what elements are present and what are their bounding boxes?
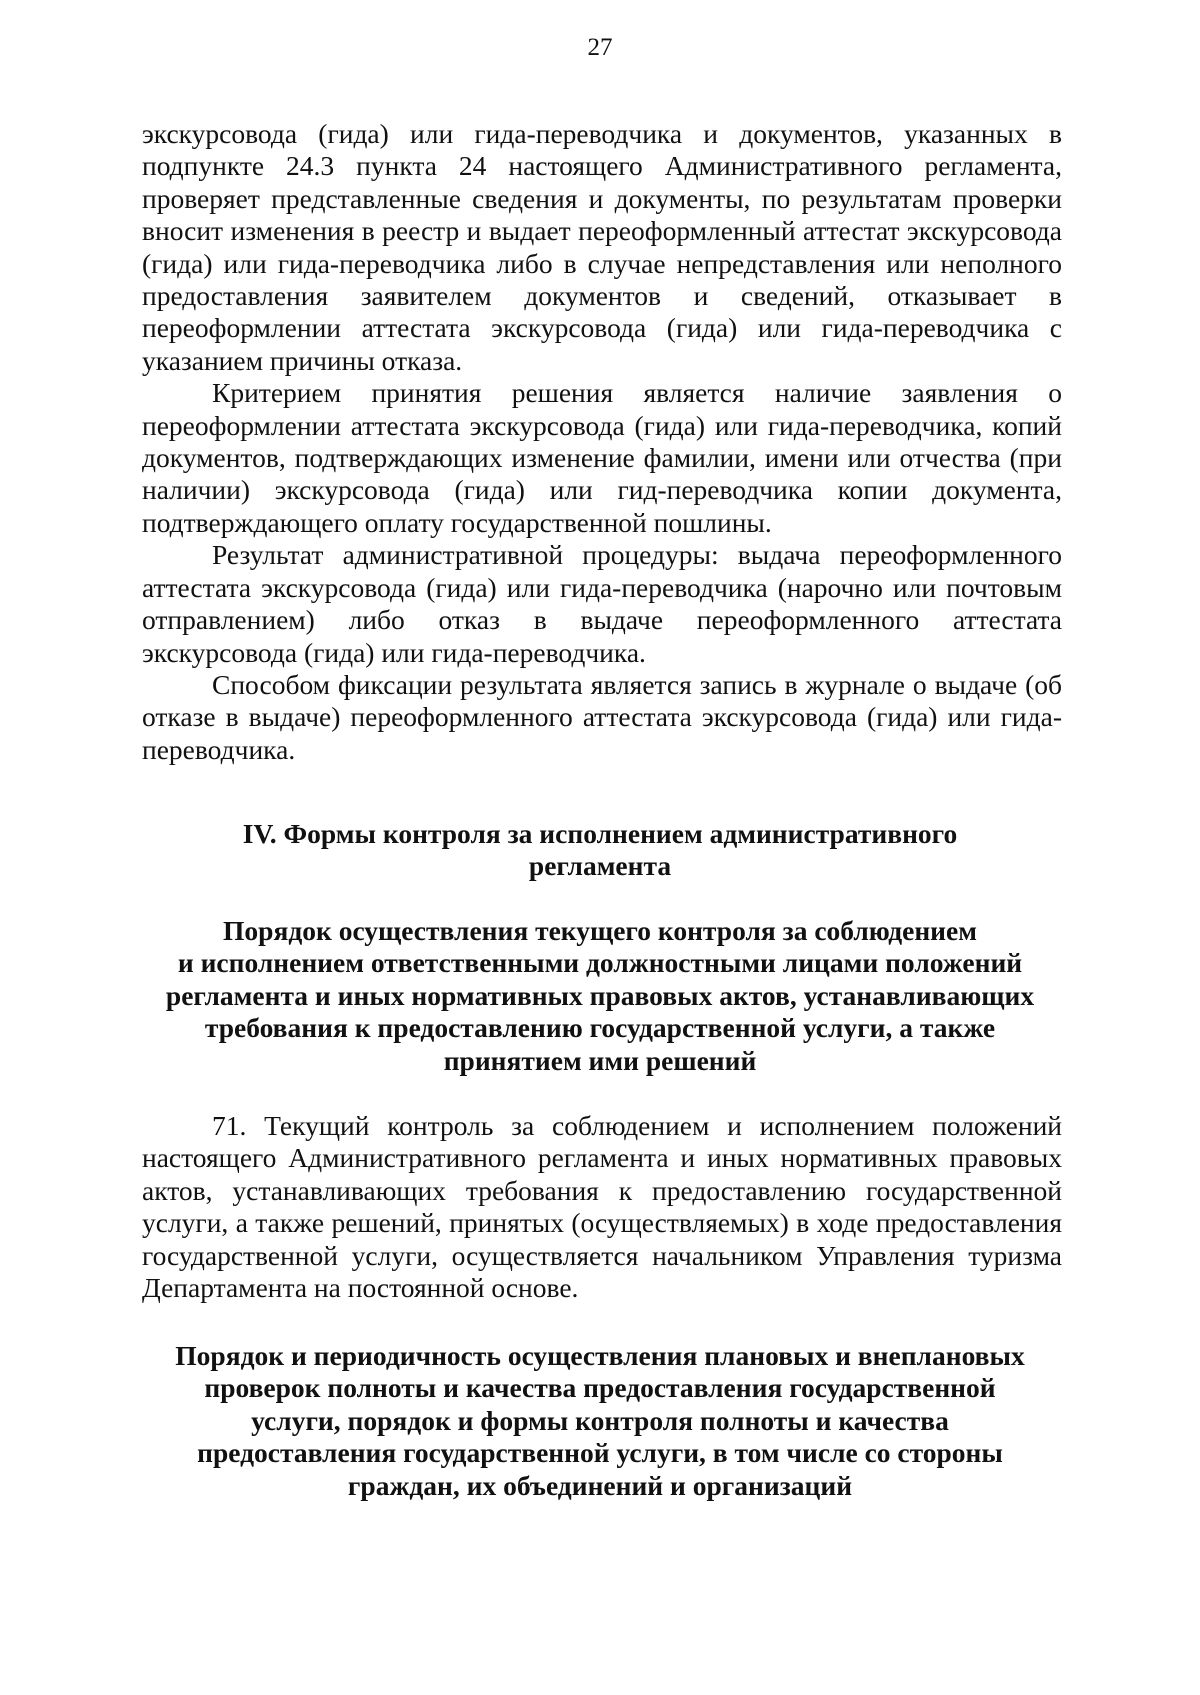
section-heading-line: IV. Формы контроля за исполнением административного	[242, 818, 958, 849]
subheading-line: принятием ими решений	[443, 1044, 757, 1076]
subheading-line: и исполнением ответственными должностными лицами положений	[177, 947, 1023, 979]
page-number: 27	[587, 34, 613, 61]
section-heading-line: регламента	[528, 850, 672, 882]
subheading-line: регламента и иных нормативных правовых актов, устанавливающих	[165, 979, 1035, 1011]
subheading-line: Порядок и периодичность осуществления плановых и внеплановых	[175, 1340, 1025, 1371]
subheading-line: предоставления государственной услуги, в том числе со стороны	[197, 1437, 1003, 1469]
paragraph-71: 71. Текущий контроль за соблюдением и исполнением положений настоящего Административного регламента и иных нормативных правовых актов, устанавливающих требования к предоставлению государственной услуги, а также решений, принятых (осуществляемых) в ходе предоставления государственной услуги, осуществляется начальником Управления туризма Департамента на постоянной основе.	[142, 1110, 1062, 1304]
paragraph-result: Результат административной процедуры: выдача переоформленного аттестата экскурсовода (гида) или гида-переводчика (нарочно или почтовым отправлением) либо отказ в выдаче переоформленного аттестата экскурсовода (гида) или гида-переводчика.	[142, 539, 1062, 668]
subheading-line: Порядок осуществления текущего контроля за соблюдением	[223, 915, 977, 946]
body-text-top	[142, 118, 1062, 766]
subheading-line: проверок полноты и качества предоставления государственной	[204, 1372, 996, 1404]
paragraph-criterion: Критерием принятия решения является наличие заявления о переоформлении аттестата экскурсовода (гида) или гида-переводчика, копий документов, подтверждающих изменение фамилии, имени или отчества (при наличии) экскурсовода (гида) или гид-переводчика копии документа, подтверждающего оплату государственной пошлины.	[142, 377, 1062, 538]
subheading-line: граждан, их объединений и организаций	[347, 1469, 853, 1501]
body-text-71	[142, 1110, 1062, 1304]
subheading-planned-checks	[130, 1340, 1070, 1502]
subheading-current-control	[130, 915, 1070, 1077]
subheading-line: требования к предоставлению государственной услуги, а также	[204, 1012, 996, 1044]
paragraph-fixation: Способом фиксации результата является запись в журнале о выдаче (об отказе в выдаче) переоформленного аттестата экскурсовода (гида) или гида-переводчика.	[142, 668, 1062, 765]
subheading-line: услуги, порядок и формы контроля полноты и качества	[251, 1404, 949, 1436]
paragraph-continuation: экскурсовода (гида) или гида-переводчика и документов, указанных в подпункте 24.3 пункта 24 настоящего Административного регламента, проверяет представленные сведения и документы, по результатам проверки вносит изменения в реестр и выдает переоформленный аттестат экскурсовода (гида) или гида-переводчика либо в случае непредставления или неполного предоставления заявителем документов и сведений, отказывает в переоформлении аттестата экскурсовода (гида) или гида-переводчика с указанием причины отказа.	[142, 118, 1062, 376]
section-heading-iv	[130, 818, 1070, 883]
